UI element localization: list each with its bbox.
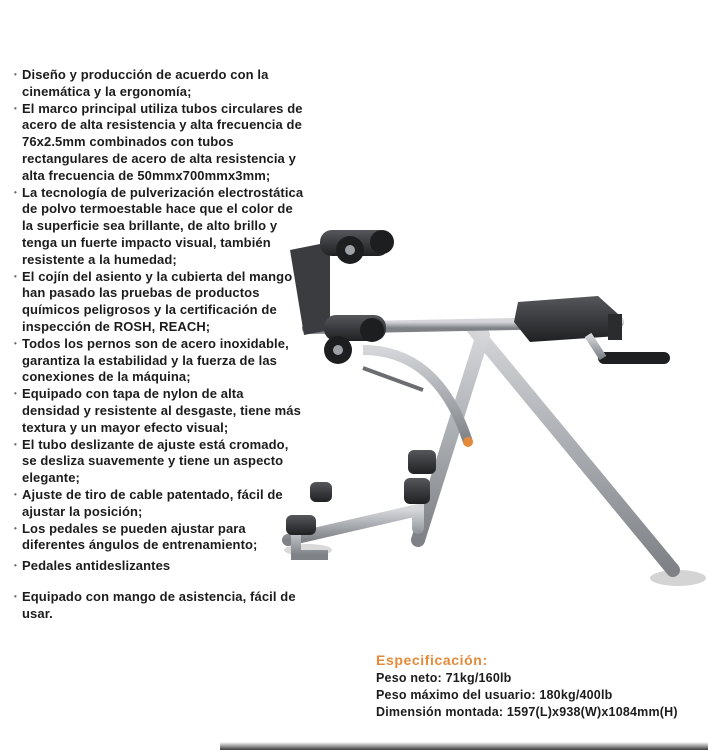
- feature-item: • Los pedales se pueden ajustar para diferentes ángulos de entrenamiento;: [14, 521, 304, 555]
- feature-item: • El tubo deslizante de ajuste está cromado, se desliza suavemente y tiene un aspecto elegante;: [14, 437, 304, 487]
- rear-leg: [473, 328, 673, 570]
- front-leg: [418, 335, 483, 540]
- feature-item: • La tecnología de pulverización electrostática de polvo termoestable hace que el color de la superficie sea brillante, de alto brillo y tenga un fuerte impacto visual, también resistente a la humedad;: [14, 185, 304, 269]
- feature-item: • El marco principal utiliza tubos circulares de acero de alta resistencia y alta frecuencia de 76x2.5mm combinados con tubos rectangulares de acero de alta resistencia y alta frecuencia de 50mmx700mmx3mm;: [14, 101, 304, 185]
- upper-roller-cap: [345, 245, 355, 255]
- spec-dimension: Dimensión montada: 1597(L)x938(W)x1084mm(H): [376, 705, 678, 719]
- specification-block: [376, 652, 708, 721]
- foot-pedal: [286, 515, 316, 535]
- lower-roller: [360, 318, 384, 342]
- feature-item: • Diseño y producción de acuerdo con la cinemática y la ergonomía;: [14, 67, 304, 101]
- foot-pedal: [310, 482, 332, 502]
- spec-net-weight: Peso neto: 71kg/160lb: [376, 671, 512, 685]
- feature-item: • El cojín del asiento y la cubierta del mango han pasado las pruebas de productos químicos peligrosos y la certificación de inspección de ROSH, REACH;: [14, 269, 304, 336]
- feature-item: • Ajuste de tiro de cable patentado, fácil de ajustar la posición;: [14, 487, 304, 521]
- foot-pedal: [404, 478, 430, 504]
- gas-spring: [363, 368, 423, 390]
- upper-roller: [370, 230, 394, 254]
- feature-item: • Pedales antideslizantes: [14, 558, 304, 575]
- bottom-shadow: [220, 742, 708, 750]
- feature-item: • Equipado con tapa de nylon de alta densidad y resistente al desgaste, tiene más textura y un mayor efecto visual;: [14, 386, 304, 436]
- feature-item: • Todos los pernos son de acero inoxidable, garantiza la estabilidad y la fuerza de las conexiones de la máquina;: [14, 336, 304, 386]
- back-plate: [290, 242, 330, 335]
- feature-list: [14, 67, 304, 623]
- handle-post: [588, 335, 603, 358]
- adjust-knob: [463, 437, 473, 447]
- seat-pad: [514, 296, 618, 342]
- foot-pedal: [408, 450, 436, 474]
- spec-title: Especificación:: [376, 652, 488, 668]
- lower-roller-cap: [333, 345, 343, 355]
- assist-handle: [598, 352, 670, 364]
- feature-item: • Equipado con mango de asistencia, fácil de usar.: [14, 589, 304, 623]
- machine-illustration: [268, 210, 708, 600]
- spec-max-user-weight: Peso máximo del usuario: 180kg/400lb: [376, 688, 613, 702]
- seat-end: [608, 314, 622, 340]
